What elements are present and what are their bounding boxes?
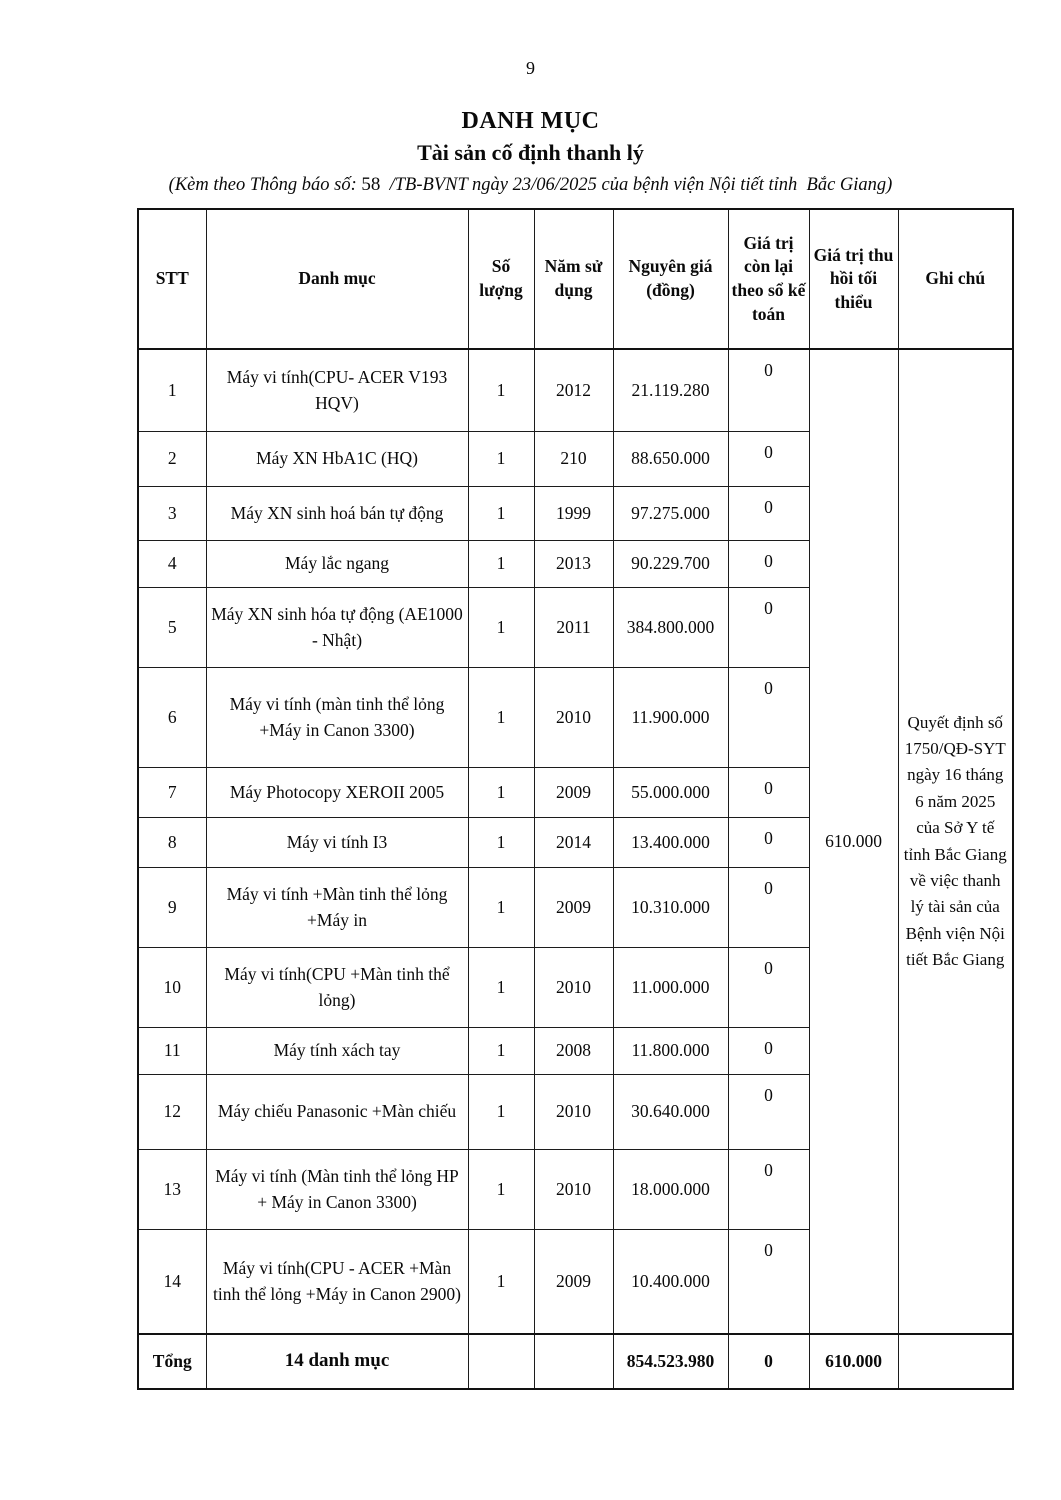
cell-residual-value: 0 xyxy=(728,1229,809,1334)
page-number: 9 xyxy=(526,58,535,78)
cell-original-cost: 13.400.000 xyxy=(613,817,728,867)
cell-residual-value: 0 xyxy=(728,486,809,540)
total-note xyxy=(898,1334,1013,1389)
table-total-row xyxy=(138,1334,1013,1389)
doc-title: DANH MỤC xyxy=(461,108,600,134)
cell-original-cost: 11.800.000 xyxy=(613,1027,728,1074)
cell-note-merged: Quyết định số 1750/QĐ-SYT ngày 16 tháng 6 năm 2025 của Sở Y tế tỉnh Bắc Giang về việc thanh lý tài sản của Bệnh viện Nội tiết Bắc Giang xyxy=(898,349,1013,1334)
cell-item-name: Máy vi tính +Màn tinh thể lỏng +Máy in xyxy=(206,867,468,947)
cell-original-cost: 11.900.000 xyxy=(613,667,728,767)
header-note: Ghi chú xyxy=(898,209,1013,349)
cell-year: 2009 xyxy=(534,1229,613,1334)
cell-item-name: Máy vi tính (Màn tinh thể lỏng HP + Máy in Canon 3300) xyxy=(206,1149,468,1229)
header-residual-value: Giá trị còn lại theo sổ kế toán xyxy=(728,209,809,349)
cell-residual-value: 0 xyxy=(728,667,809,767)
cell-item-name: Máy vi tính (màn tinh thể lỏng +Máy in Canon 3300) xyxy=(206,667,468,767)
cell-stt: 10 xyxy=(138,947,206,1027)
cell-original-cost: 21.119.280 xyxy=(613,349,728,431)
cell-residual-value: 0 xyxy=(728,1027,809,1074)
cell-residual-value: 0 xyxy=(728,867,809,947)
cell-item-name: Máy Photocopy XEROII 2005 xyxy=(206,767,468,817)
cell-residual-value: 0 xyxy=(728,349,809,431)
cell-residual-value: 0 xyxy=(728,587,809,667)
cell-stt: 2 xyxy=(138,431,206,486)
asset-table xyxy=(137,208,1014,1390)
total-min-recovery: 610.000 xyxy=(809,1334,898,1389)
table-header-row xyxy=(138,209,1013,349)
cell-year: 2010 xyxy=(534,1074,613,1149)
header-year: Năm sử dụng xyxy=(534,209,613,349)
header-quantity: Số lượng xyxy=(468,209,534,349)
doc-note-line xyxy=(0,174,1061,196)
cell-year: 2008 xyxy=(534,1027,613,1074)
cell-original-cost: 18.000.000 xyxy=(613,1149,728,1229)
total-label: Tổng xyxy=(138,1334,206,1389)
header-original-cost: Nguyên giá (đồng) xyxy=(613,209,728,349)
cell-residual-value: 0 xyxy=(728,1074,809,1149)
cell-item-name: Máy XN sinh hoá bán tự động xyxy=(206,486,468,540)
cell-residual-value: 0 xyxy=(728,767,809,817)
total-year xyxy=(534,1334,613,1389)
cell-year: 2009 xyxy=(534,867,613,947)
cell-quantity: 1 xyxy=(468,1027,534,1074)
cell-year: 210 xyxy=(534,431,613,486)
cell-stt: 11 xyxy=(138,1027,206,1074)
cell-quantity: 1 xyxy=(468,1229,534,1334)
cell-quantity: 1 xyxy=(468,349,534,431)
doc-note-suffix: /TB-BVNT ngày 23/06/2025 của bệnh viện Nội tiết tỉnh Bắc Giang) xyxy=(380,175,893,195)
total-item-count: 14 danh mục xyxy=(206,1334,468,1389)
cell-original-cost: 30.640.000 xyxy=(613,1074,728,1149)
cell-quantity: 1 xyxy=(468,540,534,587)
cell-stt: 8 xyxy=(138,817,206,867)
cell-original-cost: 10.400.000 xyxy=(613,1229,728,1334)
cell-item-name: Máy vi tính(CPU- ACER V193 HQV) xyxy=(206,349,468,431)
cell-item-name: Máy vi tính(CPU - ACER +Màn tinh thể lỏng +Máy in Canon 2900) xyxy=(206,1229,468,1334)
header-stt: STT xyxy=(138,209,206,349)
cell-quantity: 1 xyxy=(468,1074,534,1149)
cell-stt: 4 xyxy=(138,540,206,587)
cell-quantity: 1 xyxy=(468,817,534,867)
cell-quantity: 1 xyxy=(468,486,534,540)
cell-year: 2009 xyxy=(534,767,613,817)
cell-original-cost: 55.000.000 xyxy=(613,767,728,817)
cell-quantity: 1 xyxy=(468,587,534,667)
cell-quantity: 1 xyxy=(468,667,534,767)
total-quantity xyxy=(468,1334,534,1389)
total-original-cost: 854.523.980 xyxy=(613,1334,728,1389)
cell-quantity: 1 xyxy=(468,767,534,817)
header-name: Danh mục xyxy=(206,209,468,349)
cell-year: 2013 xyxy=(534,540,613,587)
cell-year: 2014 xyxy=(534,817,613,867)
cell-residual-value: 0 xyxy=(728,1149,809,1229)
cell-original-cost: 88.650.000 xyxy=(613,431,728,486)
cell-min-recovery-merged: 610.000 xyxy=(809,349,898,1334)
cell-stt: 13 xyxy=(138,1149,206,1229)
cell-year: 2012 xyxy=(534,349,613,431)
cell-item-name: Máy vi tính I3 xyxy=(206,817,468,867)
cell-year: 2010 xyxy=(534,667,613,767)
cell-stt: 9 xyxy=(138,867,206,947)
table-row xyxy=(138,349,1013,431)
cell-year: 2011 xyxy=(534,587,613,667)
cell-stt: 6 xyxy=(138,667,206,767)
cell-item-name: Máy XN sinh hóa tự động (AE1000 - Nhật) xyxy=(206,587,468,667)
cell-item-name: Máy tính xách tay xyxy=(206,1027,468,1074)
cell-residual-value: 0 xyxy=(728,947,809,1027)
cell-stt: 14 xyxy=(138,1229,206,1334)
doc-note-prefix: (Kèm theo Thông báo số: xyxy=(168,175,362,195)
cell-residual-value: 0 xyxy=(728,817,809,867)
cell-quantity: 1 xyxy=(468,431,534,486)
cell-residual-value: 0 xyxy=(728,540,809,587)
cell-original-cost: 11.000.000 xyxy=(613,947,728,1027)
header-min-recovery: Giá trị thu hồi tối thiểu xyxy=(809,209,898,349)
cell-stt: 3 xyxy=(138,486,206,540)
cell-year: 2010 xyxy=(534,947,613,1027)
cell-original-cost: 97.275.000 xyxy=(613,486,728,540)
doc-subtitle: Tài sản cố định thanh lý xyxy=(417,140,644,165)
cell-item-name: Máy lắc ngang xyxy=(206,540,468,587)
cell-stt: 5 xyxy=(138,587,206,667)
cell-item-name: Máy vi tính(CPU +Màn tinh thể lỏng) xyxy=(206,947,468,1027)
cell-quantity: 1 xyxy=(468,1149,534,1229)
cell-item-name: Máy chiếu Panasonic +Màn chiếu xyxy=(206,1074,468,1149)
cell-stt: 12 xyxy=(138,1074,206,1149)
cell-stt: 1 xyxy=(138,349,206,431)
cell-item-name: Máy XN HbA1C (HQ) xyxy=(206,431,468,486)
total-residual-value: 0 xyxy=(728,1334,809,1389)
cell-year: 2010 xyxy=(534,1149,613,1229)
cell-residual-value: 0 xyxy=(728,431,809,486)
cell-year: 1999 xyxy=(534,486,613,540)
cell-quantity: 1 xyxy=(468,867,534,947)
cell-original-cost: 384.800.000 xyxy=(613,587,728,667)
cell-original-cost: 10.310.000 xyxy=(613,867,728,947)
cell-original-cost: 90.229.700 xyxy=(613,540,728,587)
cell-quantity: 1 xyxy=(468,947,534,1027)
cell-stt: 7 xyxy=(138,767,206,817)
doc-note-number: 58 xyxy=(361,174,381,195)
